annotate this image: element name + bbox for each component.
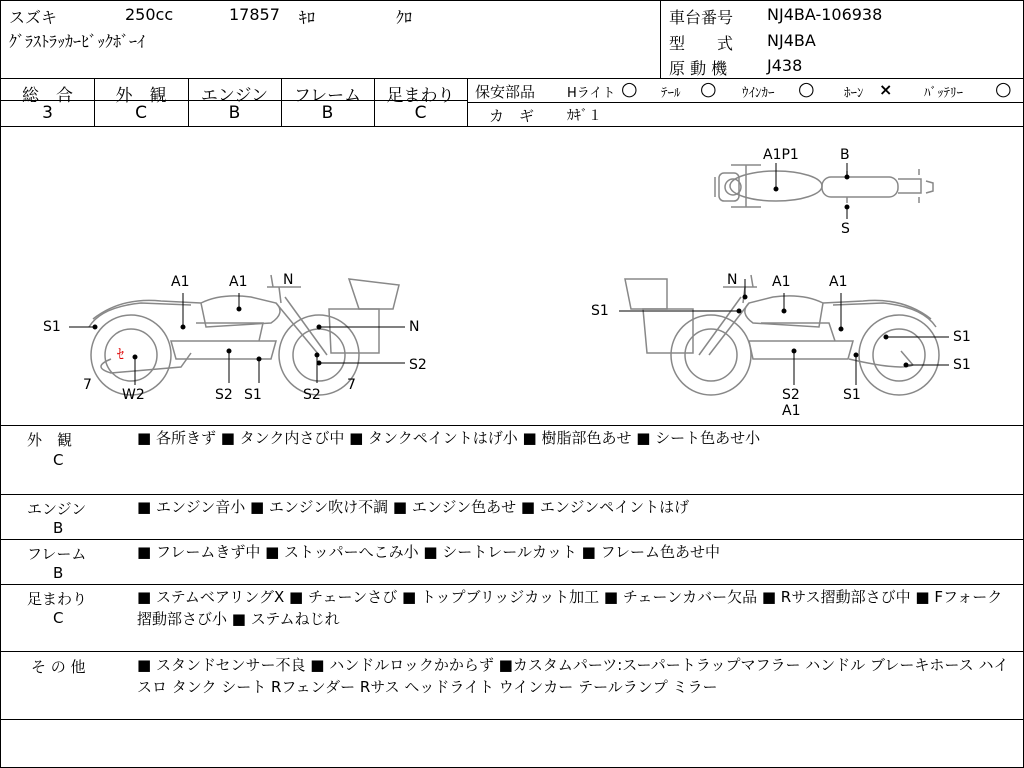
diagram-label-right: A1 bbox=[772, 274, 791, 290]
grade-label-frame: フレーム bbox=[293, 86, 362, 106]
diagram-label-top: S bbox=[841, 221, 850, 237]
grade-value-exterior: C bbox=[135, 103, 147, 123]
section-text-frame: ■ フレームきず中 ■ ストッパーへこみ小 ■ シートレールカット ■ フレーム色あせ中 bbox=[137, 543, 720, 561]
mileage: 17857 bbox=[229, 5, 280, 24]
diagram-label-left: A1 bbox=[229, 274, 248, 290]
grade-value-suspension: C bbox=[414, 103, 427, 123]
grade-value-frame: B bbox=[321, 103, 334, 123]
maker: スズキ bbox=[9, 8, 58, 27]
diagram-label-left: N bbox=[409, 319, 420, 335]
section-grade-frame: B bbox=[53, 564, 64, 582]
section-label-exterior: 外 観 bbox=[27, 431, 73, 449]
section-text-engine: ■ エンジン音小 ■ エンジン吹け不調 ■ エンジン色あせ ■ エンジンペイントはげ bbox=[137, 498, 690, 516]
section-label-engine: エンジン bbox=[27, 500, 87, 518]
diagram-label-left: S1 bbox=[43, 319, 61, 335]
grade-label-suspension: 足まわり bbox=[386, 86, 455, 106]
frame-no: NJ4BA-106938 bbox=[767, 5, 883, 24]
motorcycle-diagram bbox=[1, 127, 1023, 425]
diagram-label-right: S1 bbox=[843, 387, 861, 403]
diagram-label-left: S2 bbox=[215, 387, 233, 403]
safety-mark-battery: ○ bbox=[995, 78, 1012, 100]
type-value: NJ4BA bbox=[767, 31, 816, 50]
diagram-label-right: A1 bbox=[782, 403, 801, 419]
diagram-label-left: W2 bbox=[122, 387, 145, 403]
diagram-label-left: A1 bbox=[171, 274, 190, 290]
key-label: カ ギ bbox=[489, 107, 535, 125]
section-label-other: そ の 他 bbox=[31, 658, 86, 676]
engine-value: J438 bbox=[767, 56, 803, 75]
diagram-label-right: S1 bbox=[591, 303, 609, 319]
displacement: 250cc bbox=[125, 5, 174, 24]
section-label-suspension: 足まわり bbox=[27, 590, 88, 608]
safety-label: 保安部品 bbox=[475, 83, 536, 101]
safety-mark-horn: × bbox=[879, 80, 893, 99]
diagram-label-top: A1P1 bbox=[763, 147, 799, 163]
section-grade-engine: B bbox=[53, 519, 64, 537]
section-grade-exterior: C bbox=[53, 451, 64, 469]
section-text-exterior: ■ 各所きず ■ タンク内さび中 ■ タンクペイントはげ小 ■ 樹脂部色あせ ■ シート色あせ小 bbox=[137, 429, 761, 447]
color: ｸﾛ bbox=[396, 8, 413, 27]
diagram-label-left: S2 bbox=[409, 357, 427, 373]
frame-no-label: 車台番号 bbox=[669, 8, 734, 27]
type-label: 型 式 bbox=[669, 34, 734, 53]
diagram-label-right: N bbox=[727, 272, 738, 288]
grade-value-overall: 3 bbox=[42, 103, 53, 123]
diagram-label-left: S1 bbox=[244, 387, 262, 403]
damage-mark-icon: ｾ bbox=[117, 347, 124, 363]
section-text-other: ■ スタンドセンサー不良 ■ ハンドルロックかからず ■カスタムパーツ:スーパートラップマフラー ハンドル ブレーキホース ハイスロ タンク シート Rフェンダー Rサス ヘッドライト ウインカー テールランプ ミラー bbox=[137, 656, 1009, 696]
grade-label-overall: 総 合 bbox=[22, 86, 73, 106]
safety-mark-tail: ○ bbox=[700, 78, 717, 100]
right-side-view-bike-icon bbox=[625, 275, 939, 395]
safety-item-tail: ﾃｰﾙ bbox=[661, 86, 681, 101]
key-value: ｶｷﾞ１ bbox=[567, 108, 602, 124]
section-label-frame: フレーム bbox=[27, 545, 87, 563]
safety-item-horn: ﾎｰﾝ bbox=[844, 86, 864, 101]
safety-mark-headlight: ○ bbox=[621, 78, 638, 100]
model-name: ｸﾞﾗｽﾄﾗｯｶｰﾋﾞｯｸﾎﾞｰｲ bbox=[9, 32, 146, 51]
diagram-label-right: S2 bbox=[782, 387, 800, 403]
safety-item-winker: ｳｲﾝｶｰ bbox=[742, 86, 775, 101]
grade-label-engine: エンジン bbox=[200, 86, 269, 106]
diagram-label-right: S1 bbox=[953, 357, 971, 373]
diagram-label-left: N bbox=[283, 272, 294, 288]
diagram-label-right: S1 bbox=[953, 329, 971, 345]
diagram-label-top: B bbox=[840, 147, 850, 163]
safety-mark-winker: ○ bbox=[798, 78, 815, 100]
diagram-label-left: 7 bbox=[347, 377, 356, 393]
safety-item-battery: ﾊﾞｯﾃﾘｰ bbox=[924, 86, 963, 101]
top-view-bike-icon bbox=[715, 165, 933, 207]
safety-item-headlight: Hライト bbox=[567, 86, 616, 101]
grade-label-exterior: 外 観 bbox=[115, 86, 167, 106]
section-text-suspension: ■ ステムベアリングX ■ チェーンさび ■ トップブリッジカット加工 ■ チェーンカバー欠品 ■ Rサス摺動部さび中 ■ Fフォーク摺動部さび小 ■ ステムねじれ bbox=[137, 588, 1003, 628]
grade-value-engine: B bbox=[228, 103, 241, 123]
diagram-label-left: S2 bbox=[303, 387, 321, 403]
diagram-label-left: 7 bbox=[83, 377, 92, 393]
engine-label: 原 動 機 bbox=[669, 59, 728, 78]
diagram-label-right: A1 bbox=[829, 274, 848, 290]
section-grade-suspension: C bbox=[53, 609, 64, 627]
mileage-unit: ｷﾛ bbox=[299, 8, 316, 27]
